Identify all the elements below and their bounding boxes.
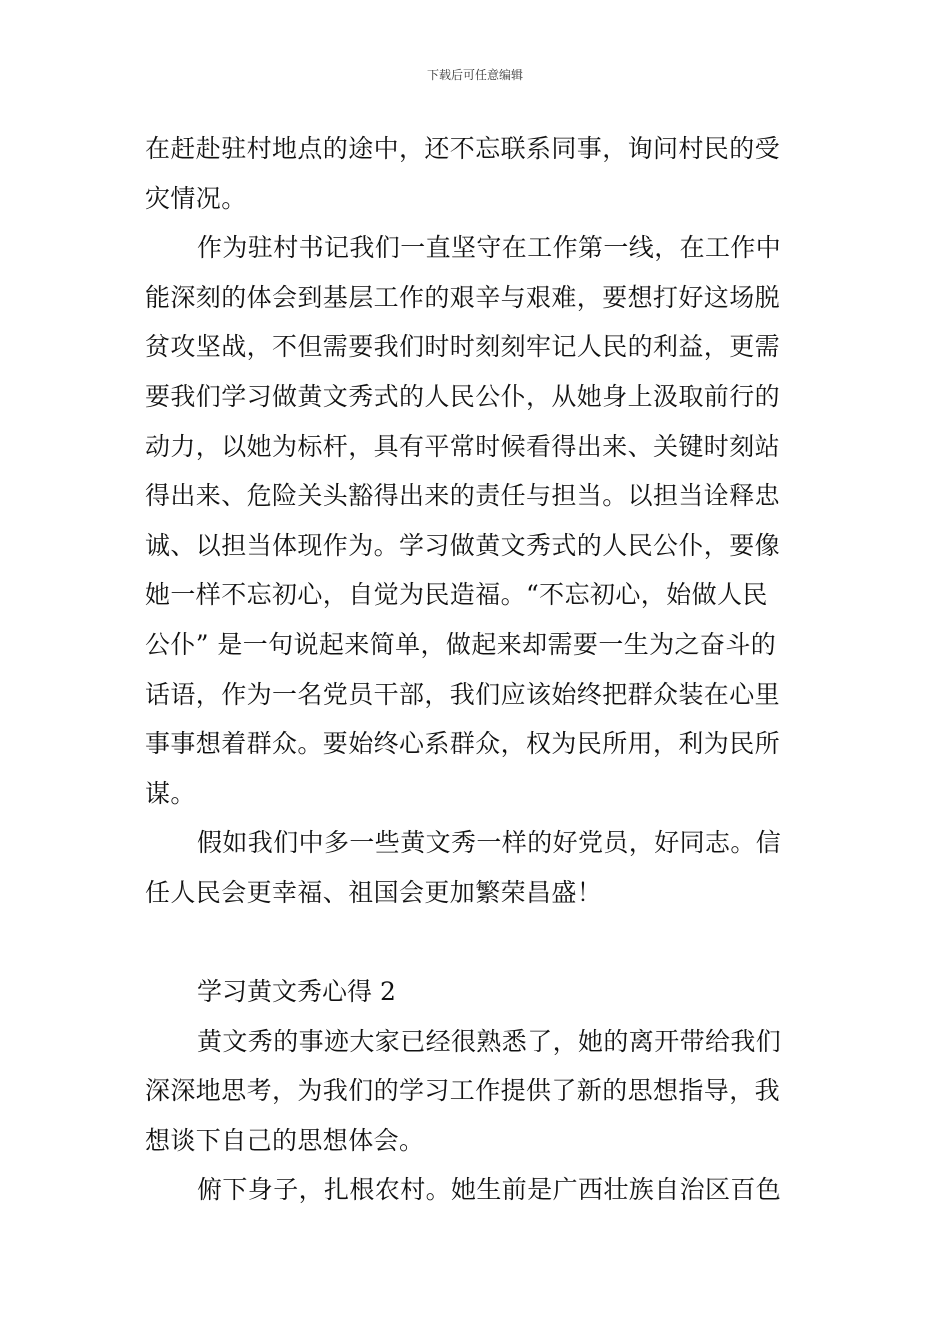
paragraph-line: 深深地思考，为我们的学习工作提供了新的思想指导，我: [145, 1076, 781, 1106]
paragraph-line: 灾情况。: [145, 183, 247, 213]
paragraph-line: 动力，以她为标杆，具有平常时候看得出来、关键时刻站: [145, 431, 781, 461]
paragraph-line: 她一样不忘初心，自觉为民造福。“不忘初心，始做人民: [145, 580, 768, 610]
paragraph-line: 话语，作为一名党员干部，我们应该始终把群众装在心里: [145, 679, 781, 709]
page-header-watermark: 下载后可任意编辑: [426, 68, 523, 82]
paragraph-line: 公仆” 是一句说起来简单，做起来却需要一生为之奋斗的: [145, 629, 777, 659]
paragraph-line: 能深刻的体会到基层工作的艰辛与艰难，要想打好这场脱: [145, 282, 781, 312]
paragraph-line: 贫攻坚战，不但需要我们时时刻刻牢记人民的利益，更需: [145, 332, 781, 362]
section-title: 学习黄文秀心得 2: [197, 977, 396, 1007]
paragraph-line: 诚、以担当体现作为。学习做黄文秀式的人民公仆，要像: [145, 530, 781, 560]
paragraph-line: 任人民会更幸福、祖国会更加繁荣昌盛！: [145, 877, 603, 907]
paragraph-line: 想谈下自己的思想体会。: [145, 1125, 425, 1155]
paragraph-line: 要我们学习做黄文秀式的人民公仆，从她身上汲取前行的: [145, 381, 781, 411]
blank-line: [145, 918, 807, 968]
paragraph-line: 俯下身子，扎根农村。她生前是广西壮族自治区百色: [197, 1175, 782, 1205]
paragraph-line: 作为驻村书记我们一直坚守在工作第一线，在工作中: [197, 233, 782, 263]
paragraph-line: 事事想着群众。要始终心系群众，权为民所用，利为民所: [145, 729, 781, 759]
paragraph-line: 黄文秀的事迹大家已经很熟悉了，她的离开带给我们: [197, 1026, 782, 1056]
paragraph-line: 得出来、危险关头豁得出来的责任与担当。以担当诠释忠: [145, 481, 781, 511]
paragraph-line: 假如我们中多一些黄文秀一样的好党员，好同志。信: [197, 828, 782, 858]
paragraph-line: 谋。: [145, 778, 196, 808]
document-body: [145, 124, 807, 1215]
paragraph-line: 在赶赴驻村地点的途中，还不忘联系同事，询问村民的受: [145, 134, 781, 163]
